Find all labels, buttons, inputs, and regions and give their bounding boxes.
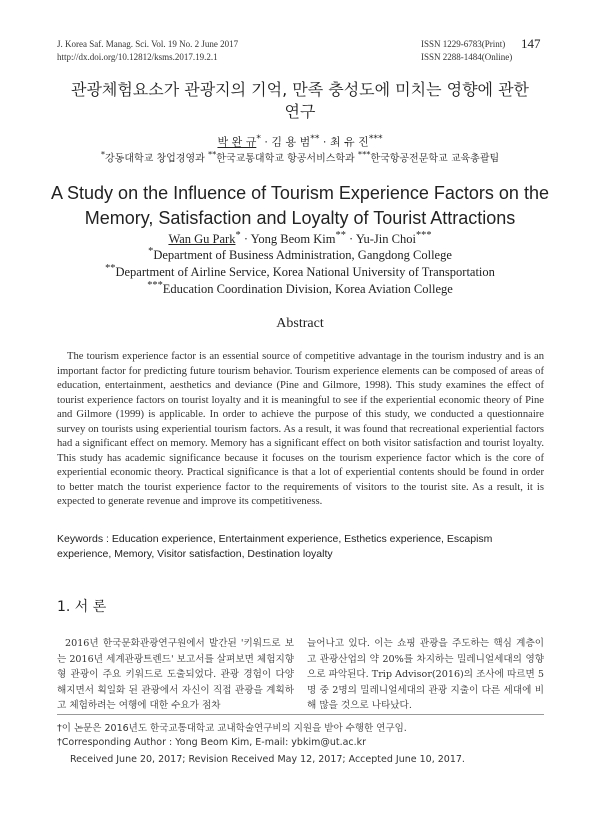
korean-author-2: 김 용 범 [271,135,311,149]
english-author-3: Yu-Jin Choi [355,232,416,247]
page-number: 147 [521,36,541,51]
korean-author-3: 최 유 진 [329,135,369,149]
english-author-2: Yong Beom Kim [250,232,336,247]
korean-author-1-mark: * [256,133,261,144]
korean-aff-1-mark: * [100,149,105,159]
english-aff-1-text: Department of Business Administration, Gangdong College [153,248,452,263]
korean-aff-2-mark: ** [207,149,217,159]
korean-aff-1: 강동대학교 창업경영과 [105,153,205,165]
footnote-divider [57,714,544,715]
korean-title-line2: 연구 [284,102,316,121]
abstract-heading: Abstract [276,316,324,331]
footnote-funding: †이 논문은 2016년도 한국교통대학교 교내학술연구비의 지원을 받아 수행한 연구임. [57,723,407,734]
english-title-line1: A Study on the Influence of Tourism Experience Factors on the [51,183,549,203]
keywords-label: Keywords : [57,533,112,545]
english-aff-2-mark: ** [105,263,116,274]
english-author-1-mark: * [235,230,241,241]
korean-author-1: 박 완 규 [217,135,257,149]
footnote-corresponding-author: †Corresponding Author : Yong Beom Kim, E-mail: ybkim@ut.ac.kr [57,737,367,748]
keywords-list: Education experience, Entertainment experience, Esthetics experience, Escapism experience, Memory, Visitor satisfaction, Destination loyalty [57,533,493,560]
doi-link[interactable]: http://dx.doi.org/10.12812/ksms.2017.19.2.1 [57,52,218,62]
korean-affiliations [0,149,600,164]
english-author-separator-1: · [240,232,251,247]
korean-author-2-mark: ** [310,133,320,144]
english-aff-1-mark: * [148,246,154,257]
issn-online: ISSN 2288-1484(Online) [421,52,513,62]
journal-citation: J. Korea Saf. Manag. Sci. Vol. 19 No. 2 June 2017 [57,39,239,49]
body-column-left: 2016년 한국문화관광연구원에서 발간된 '키워드로 보는 2016년 세계관광트렌드' 보고서를 살펴보면 체험지향형 관광이 주요 키워드로 도출되었다. 관광 경험이 다양해지면서 획일화 된 관광에서 자신이 직접 관광을 계획하고 체험하려는 여행에 대한 수요가 점차 [57,638,294,711]
english-affiliation-2 [0,263,600,280]
section-title-introduction: 1. 서 론 [57,599,107,615]
korean-title-line1: 관광체험요소가 관광지의 기억, 만족 충성도에 미치는 영향에 관한 [70,80,529,99]
english-aff-3-mark: *** [147,280,163,291]
korean-title [40,79,560,123]
english-authors [0,230,600,247]
korean-aff-2: 한국교통대학교 항공서비스학과 [216,153,355,165]
english-author-2-mark: ** [335,230,346,241]
english-affiliation-1 [0,246,600,263]
korean-author-3-mark: *** [368,133,383,144]
english-author-3-mark: *** [415,230,432,241]
body-column-right: 늘어나고 있다. 이는 쇼핑 관광을 주도하는 핵심 계층이고 관광산업의 약 20%를 차지하는 밀레니얼세대의 영향으로 파악된다. Trip Advisor(2016)의 조사에 따르면 5명 중 2명의 밀레니얼세대의 관광 지출이 다른 세대에 비해 많을 것으로 나타났다. [307,638,544,711]
english-author-1: Wan Gu Park [168,232,236,247]
english-title [30,181,570,231]
keywords [57,532,544,562]
english-aff-2-text: Department of Airline Service, Korea National University of Transportation [115,265,495,280]
footnote-dates: Received June 20, 2017; Revision Received May 12, 2017; Accepted June 10, 2017. [70,754,465,765]
english-author-separator-2: · [345,232,356,247]
korean-aff-3: 한국항공전문학교 교육총괄팀 [370,153,500,165]
english-title-line2: Memory, Satisfaction and Loyalty of Tourist Attractions [84,208,516,228]
korean-author-separator-2: · [319,135,330,149]
korean-author-separator-1: · [260,135,272,149]
english-affiliation-3 [0,280,600,297]
issn-print: ISSN 1229-6783(Print) [421,39,506,49]
korean-authors [0,133,600,150]
english-aff-3-text: Education Coordination Division, Korea Aviation College [162,282,453,297]
korean-aff-3-mark: *** [357,149,371,159]
abstract-body: The tourism experience factor is an essential source of competitive advantage in the tourism industry and is an important factor for predicting future tourism behavior. Tourism experience elements can be composed of areas of education, entertainment, aesthetics and deviance (Pine and Gilmore, 1998). This study examines the effect of tourist experience factors on tourist loyalty and it is meaningful to see if the experiential economic theory of Pine and Gilmore (1999) is applicable. In order to achieve the purpose of this study, we conducted a questionnaire survey on tourists using experiential tourism factors. As a result, it was found that recreational experiential factors had a significant effect on memory. Memory has a significant effect on both visitor satisfaction and tourist loyalty. This study has academic significance because it focuses on the tourism experience factor which is the core of experiential economic theory. Practical significance is that a lot of experiential contents should be found in order to better match the tourist experience factor to the requirements of visitors to the tourist site. As a result, it is expected to generate revenue and improve its competitiveness. [57,351,544,507]
